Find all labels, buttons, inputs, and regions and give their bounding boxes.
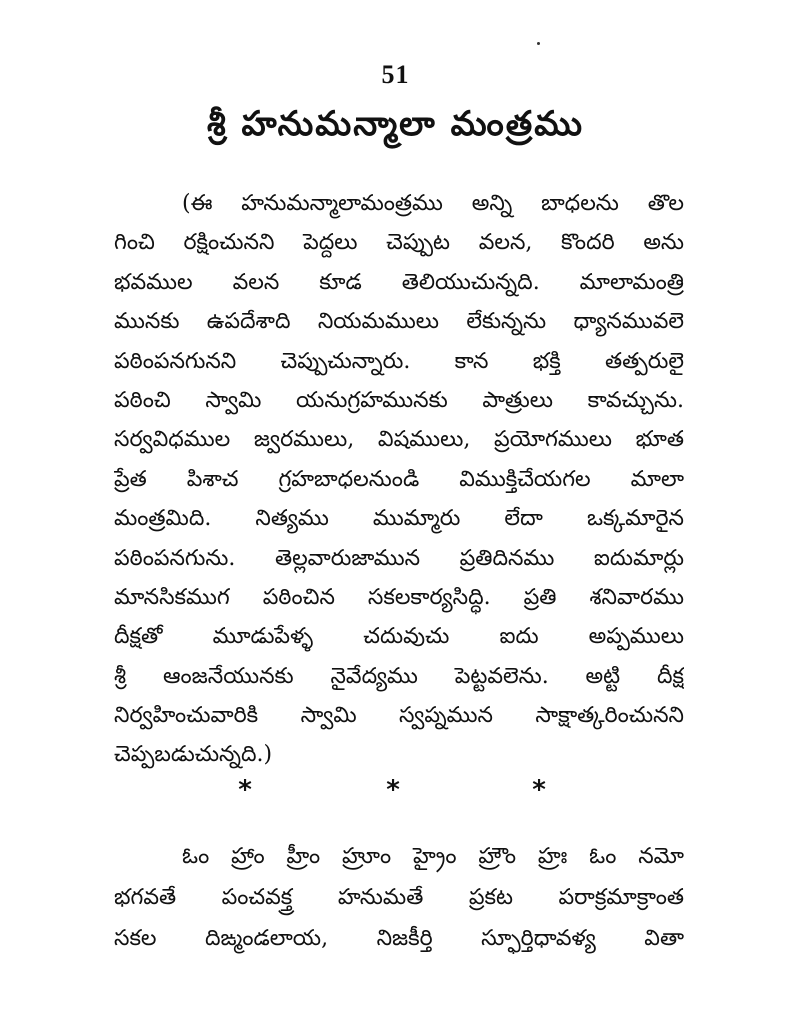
mantra-line: ఓం హ్రాం హ్రీం హ్రూం హ్రైం హ్రౌం హ్రః ఓం నమో [182, 844, 684, 869]
asterisk-icon: * [386, 775, 400, 805]
intro-line: పఠింపనగును. తెల్లవారుజామున ప్రతిదినము ఐదుమార్లు [114, 545, 684, 571]
intro-line: దీక్షతో మూడుపేళ్ళ చదువుచు ఐదు అప్పములు [114, 624, 684, 650]
intro-line: మంత్రమిది. నిత్యము ముమ్మారు లేదా ఒక్కమారైన [114, 506, 684, 532]
mantra-line: భగవతే పంచవక్త్ర హనుమతే ప్రకట పరాక్రమాక్రాంత [114, 885, 684, 910]
asterisk-icon: * [238, 775, 252, 805]
intro-line: పఠించి స్వామి యనుగ్రహమునకు పాత్రులు కావచ్చును. [114, 387, 684, 413]
intro-line: సర్వవిధముల జ్వరములు, విషములు, ప్రయోగములు భూత [114, 427, 684, 453]
intro-line: నిర్వహించువారికి స్వామి స్వప్నమున సాక్షాత్కరించునని [114, 703, 684, 729]
intro-line: గించి రక్షించునని పెద్దలు చెప్పుట వలన, కొందరి అను [114, 230, 684, 256]
mantra-paragraph [114, 836, 684, 959]
intro-line: మానసికముగ పఠించిన సకలకార్యసిద్ధి. ప్రతి శనివారము [114, 584, 684, 610]
intro-line: (ఈ హనుమన్మాలామంత్రము అన్ని బాధలను తొల [182, 191, 684, 216]
section-separator [0, 772, 791, 808]
intro-line: చెప్పబడుచున్నది.) [114, 742, 273, 768]
intro-line: పఠింపనగునని చెప్పుచున్నారు. కాన భక్తి తత్పరులై [114, 348, 684, 374]
asterisk-icon: * [532, 775, 546, 805]
intro-line: భవముల వలన కూడ తెలియుచున్నది. మాలామంత్రి [114, 269, 684, 295]
mantra-line: సకల దిఙ్మండలాయ, నిజకీర్తి స్ఫూర్తిధావళ్య వితా [114, 926, 684, 951]
intro-line: ప్రేత పిశాచ గ్రహబాధలనుండి విముక్తిచేయగల మాలా [114, 466, 684, 492]
intro-line: మునకు ఉపదేశాది నియమములు లేకున్నను ధ్యానమువలె [114, 309, 684, 335]
intro-paragraph [114, 184, 684, 775]
intro-line: శ్రీ ఆంజనేయునకు నైవేద్యము పెట్టవలెను. అట్టి దీక్ష [114, 663, 684, 689]
page-number: 51 [381, 60, 410, 89]
page-title: శ్రీ హనుమన్మాలా మంత్రము [206, 104, 584, 144]
scan-speck [537, 42, 540, 45]
